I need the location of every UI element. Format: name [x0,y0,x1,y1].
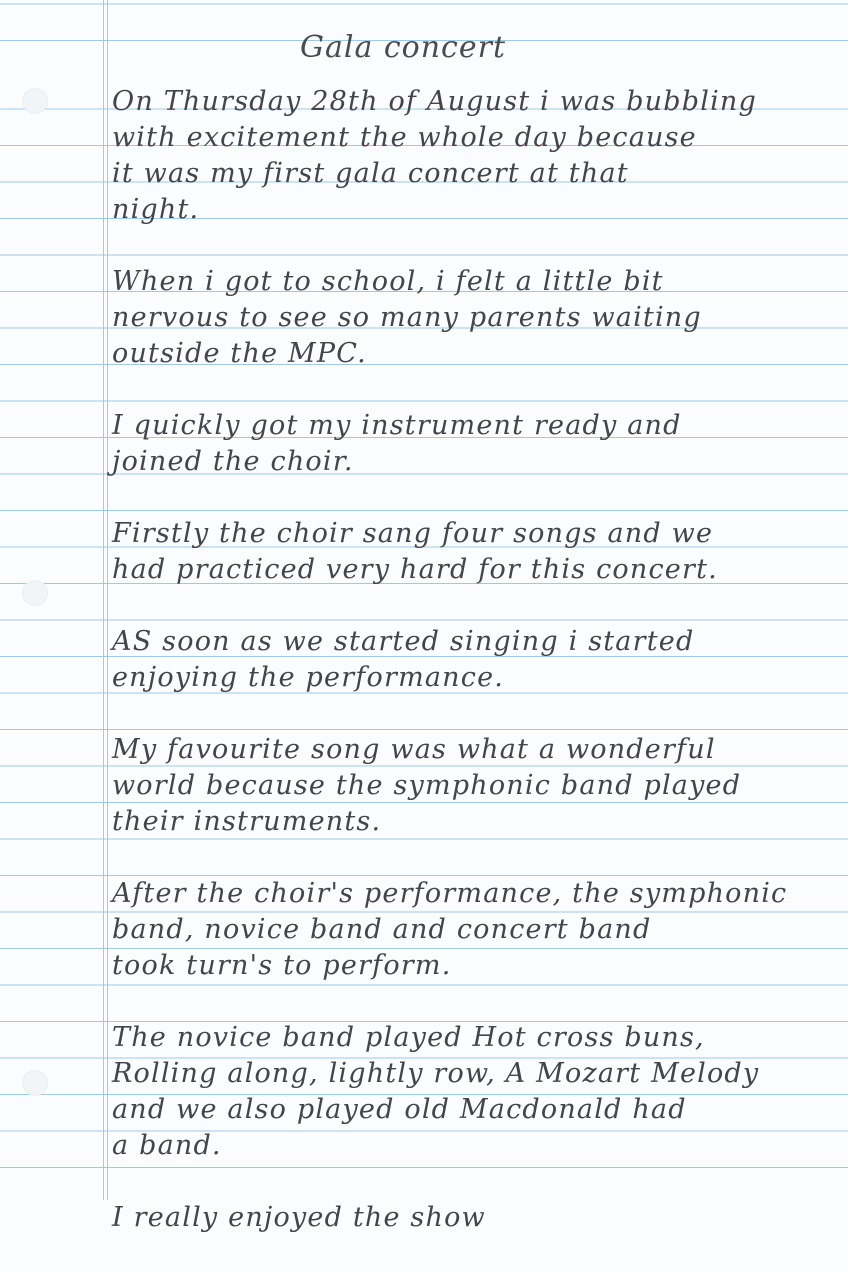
text-line: joined the choir. [112,446,354,477]
paragraph-7 [112,876,840,984]
paragraph-4 [112,516,840,588]
paragraph-2 [112,264,840,372]
text-line: nervous to see so many parents waiting [112,302,702,333]
margin-line [103,0,104,1200]
punch-hole [22,88,48,114]
punch-hole [22,1070,48,1096]
text-line: night. [112,194,200,225]
text-line: Rolling along, lightly row, A Mozart Melody [112,1058,760,1089]
text-line: took turn's to perform. [112,950,452,981]
paragraph-5 [112,624,840,696]
text-line: Firstly the choir sang four songs and we [112,518,714,549]
text-line: had practiced very hard for this concert. [112,554,718,585]
text-line: band, novice band and concert band [112,914,652,945]
paragraph-8 [112,1020,840,1164]
text-line: world because the symphonic band played [112,770,742,801]
paragraph-9 [112,1200,840,1236]
punch-hole [22,580,48,606]
text-line: My favourite song was what a wonderful [112,734,716,765]
text-line: I really enjoyed the show [112,1202,486,1233]
text-line: a band. [112,1130,222,1161]
text-line: On Thursday 28th of August i was bubbling [112,86,757,117]
essay-body [112,84,840,1272]
paragraph-6 [112,732,840,840]
paragraph-1 [112,84,840,228]
page-title: Gala concert [300,30,507,65]
paragraph-3 [112,408,840,480]
text-line: and we also played old Macdonald had [112,1094,687,1125]
text-line: The novice band played Hot cross buns, [112,1022,705,1053]
text-line: AS soon as we started singing i started [112,626,695,657]
text-line: with excitement the whole day because [112,122,697,153]
text-line: outside the MPC. [112,338,367,369]
text-line: When i got to school, i felt a little bit [112,266,664,297]
text-line: their instruments. [112,806,382,837]
text-line: enjoying the performance. [112,662,505,693]
text-line: it was my first gala concert at that [112,158,629,189]
text-line: I quickly got my instrument ready and [112,410,682,441]
text-line: After the choir's performance, the symphonic [112,878,788,909]
margin-line [107,0,108,1200]
